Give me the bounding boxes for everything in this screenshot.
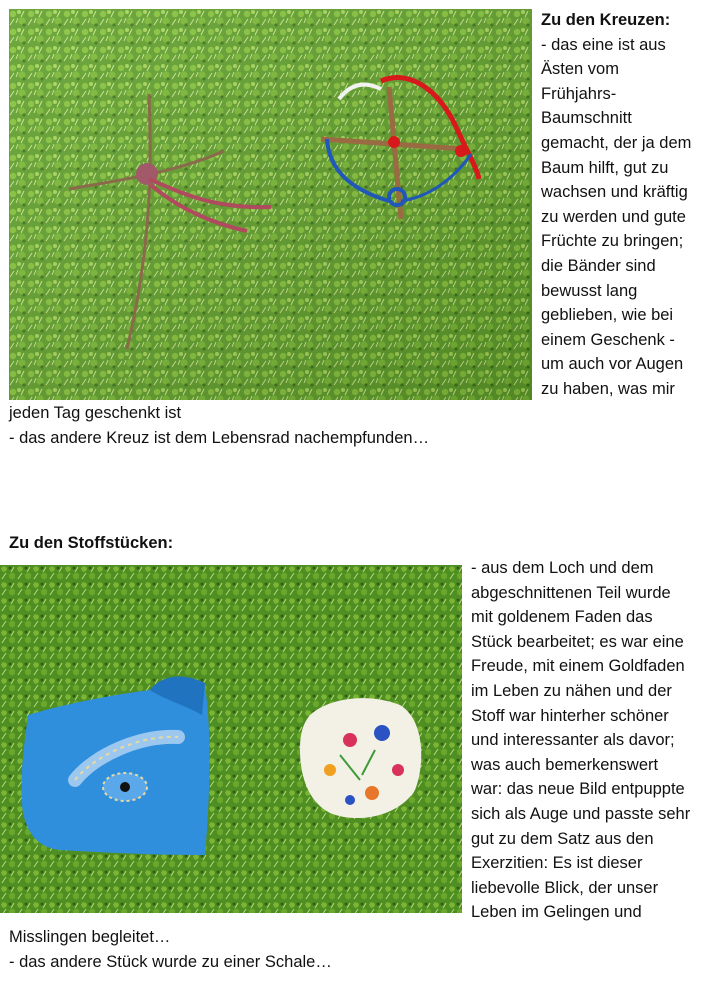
fabric-photo-drawing — [0, 565, 462, 913]
fabric-text-line: - das andere Stück wurde zu einer Schale… — [9, 952, 332, 971]
crosses-text-line: um auch vor Augen — [541, 355, 684, 374]
fabric-text-line: sich als Auge und passte sehr — [471, 804, 691, 823]
fabric-text-line: mit goldenem Faden das — [471, 608, 653, 627]
crosses-text-line: die Bänder sind — [541, 256, 656, 275]
fabric-text-line: Leben im Gelingen und — [471, 903, 642, 922]
crosses-text-line: zu werden und gute — [541, 207, 686, 226]
crosses-text-line: geblieben, wie bei — [541, 306, 674, 325]
fabric-description-column — [471, 556, 719, 925]
fabric-text-line: war: das neue Bild entpuppte — [471, 780, 685, 799]
crosses-text-line: gemacht, der ja dem — [541, 133, 692, 152]
fabric-text-line: Misslingen begleitet… — [9, 928, 171, 946]
crosses-text-line: Frühjahrs- — [541, 84, 617, 103]
crosses-description-column — [541, 8, 719, 402]
fabric-text-line: Exerzitien: Es ist dieser — [471, 854, 643, 873]
fabric-photo — [0, 565, 462, 913]
fabric-text-line: im Leben zu nähen und der — [471, 681, 672, 700]
crosses-text-line: bewusst lang — [541, 281, 638, 300]
crosses-text-line: - das eine ist aus — [541, 35, 666, 54]
crosses-text-line: einem Geschenk - — [541, 330, 675, 349]
fabric-text-line: und interessanter als davor; — [471, 731, 675, 750]
crosses-description-continued — [9, 401, 709, 450]
fabric-text-line: gut zu dem Satz aus den — [471, 829, 654, 848]
crosses-photo — [9, 9, 532, 400]
fabric-heading: Zu den Stoffstücken: — [9, 534, 174, 552]
fabric-text-line: was auch bemerkenswert — [471, 755, 659, 774]
crosses-text-line: zu haben, was mir — [541, 379, 675, 398]
crosses-text-line: - das andere Kreuz ist dem Lebensrad nachempfunden… — [9, 428, 430, 447]
fabric-text-line: abgeschnittenen Teil wurde — [471, 583, 671, 602]
fabric-text-line: - aus dem Loch und dem — [471, 559, 654, 577]
crosses-text-line: Baumschnitt — [541, 109, 632, 128]
fabric-text-line: liebevolle Blick, der unser — [471, 878, 659, 897]
fabric-description-continued — [9, 925, 709, 974]
fabric-text-line: Stoff war hinterher schöner — [471, 706, 669, 725]
fabric-text-line: Stück bearbeitet; es war eine — [471, 632, 684, 651]
crosses-photo-drawing — [9, 9, 532, 400]
crosses-text-line: Früchte zu bringen; — [541, 232, 684, 251]
crosses-heading: Zu den Kreuzen: — [541, 11, 671, 29]
crosses-text-line: Baum hilft, gut zu — [541, 158, 669, 177]
crosses-text-line: Ästen vom — [541, 60, 619, 79]
fabric-text-line: Freude, mit einem Goldfaden — [471, 657, 685, 676]
crosses-text-line: wachsen und kräftig — [541, 183, 688, 202]
floral-fabric-piece — [300, 698, 421, 818]
crosses-text-line: jeden Tag geschenkt ist — [9, 404, 182, 422]
